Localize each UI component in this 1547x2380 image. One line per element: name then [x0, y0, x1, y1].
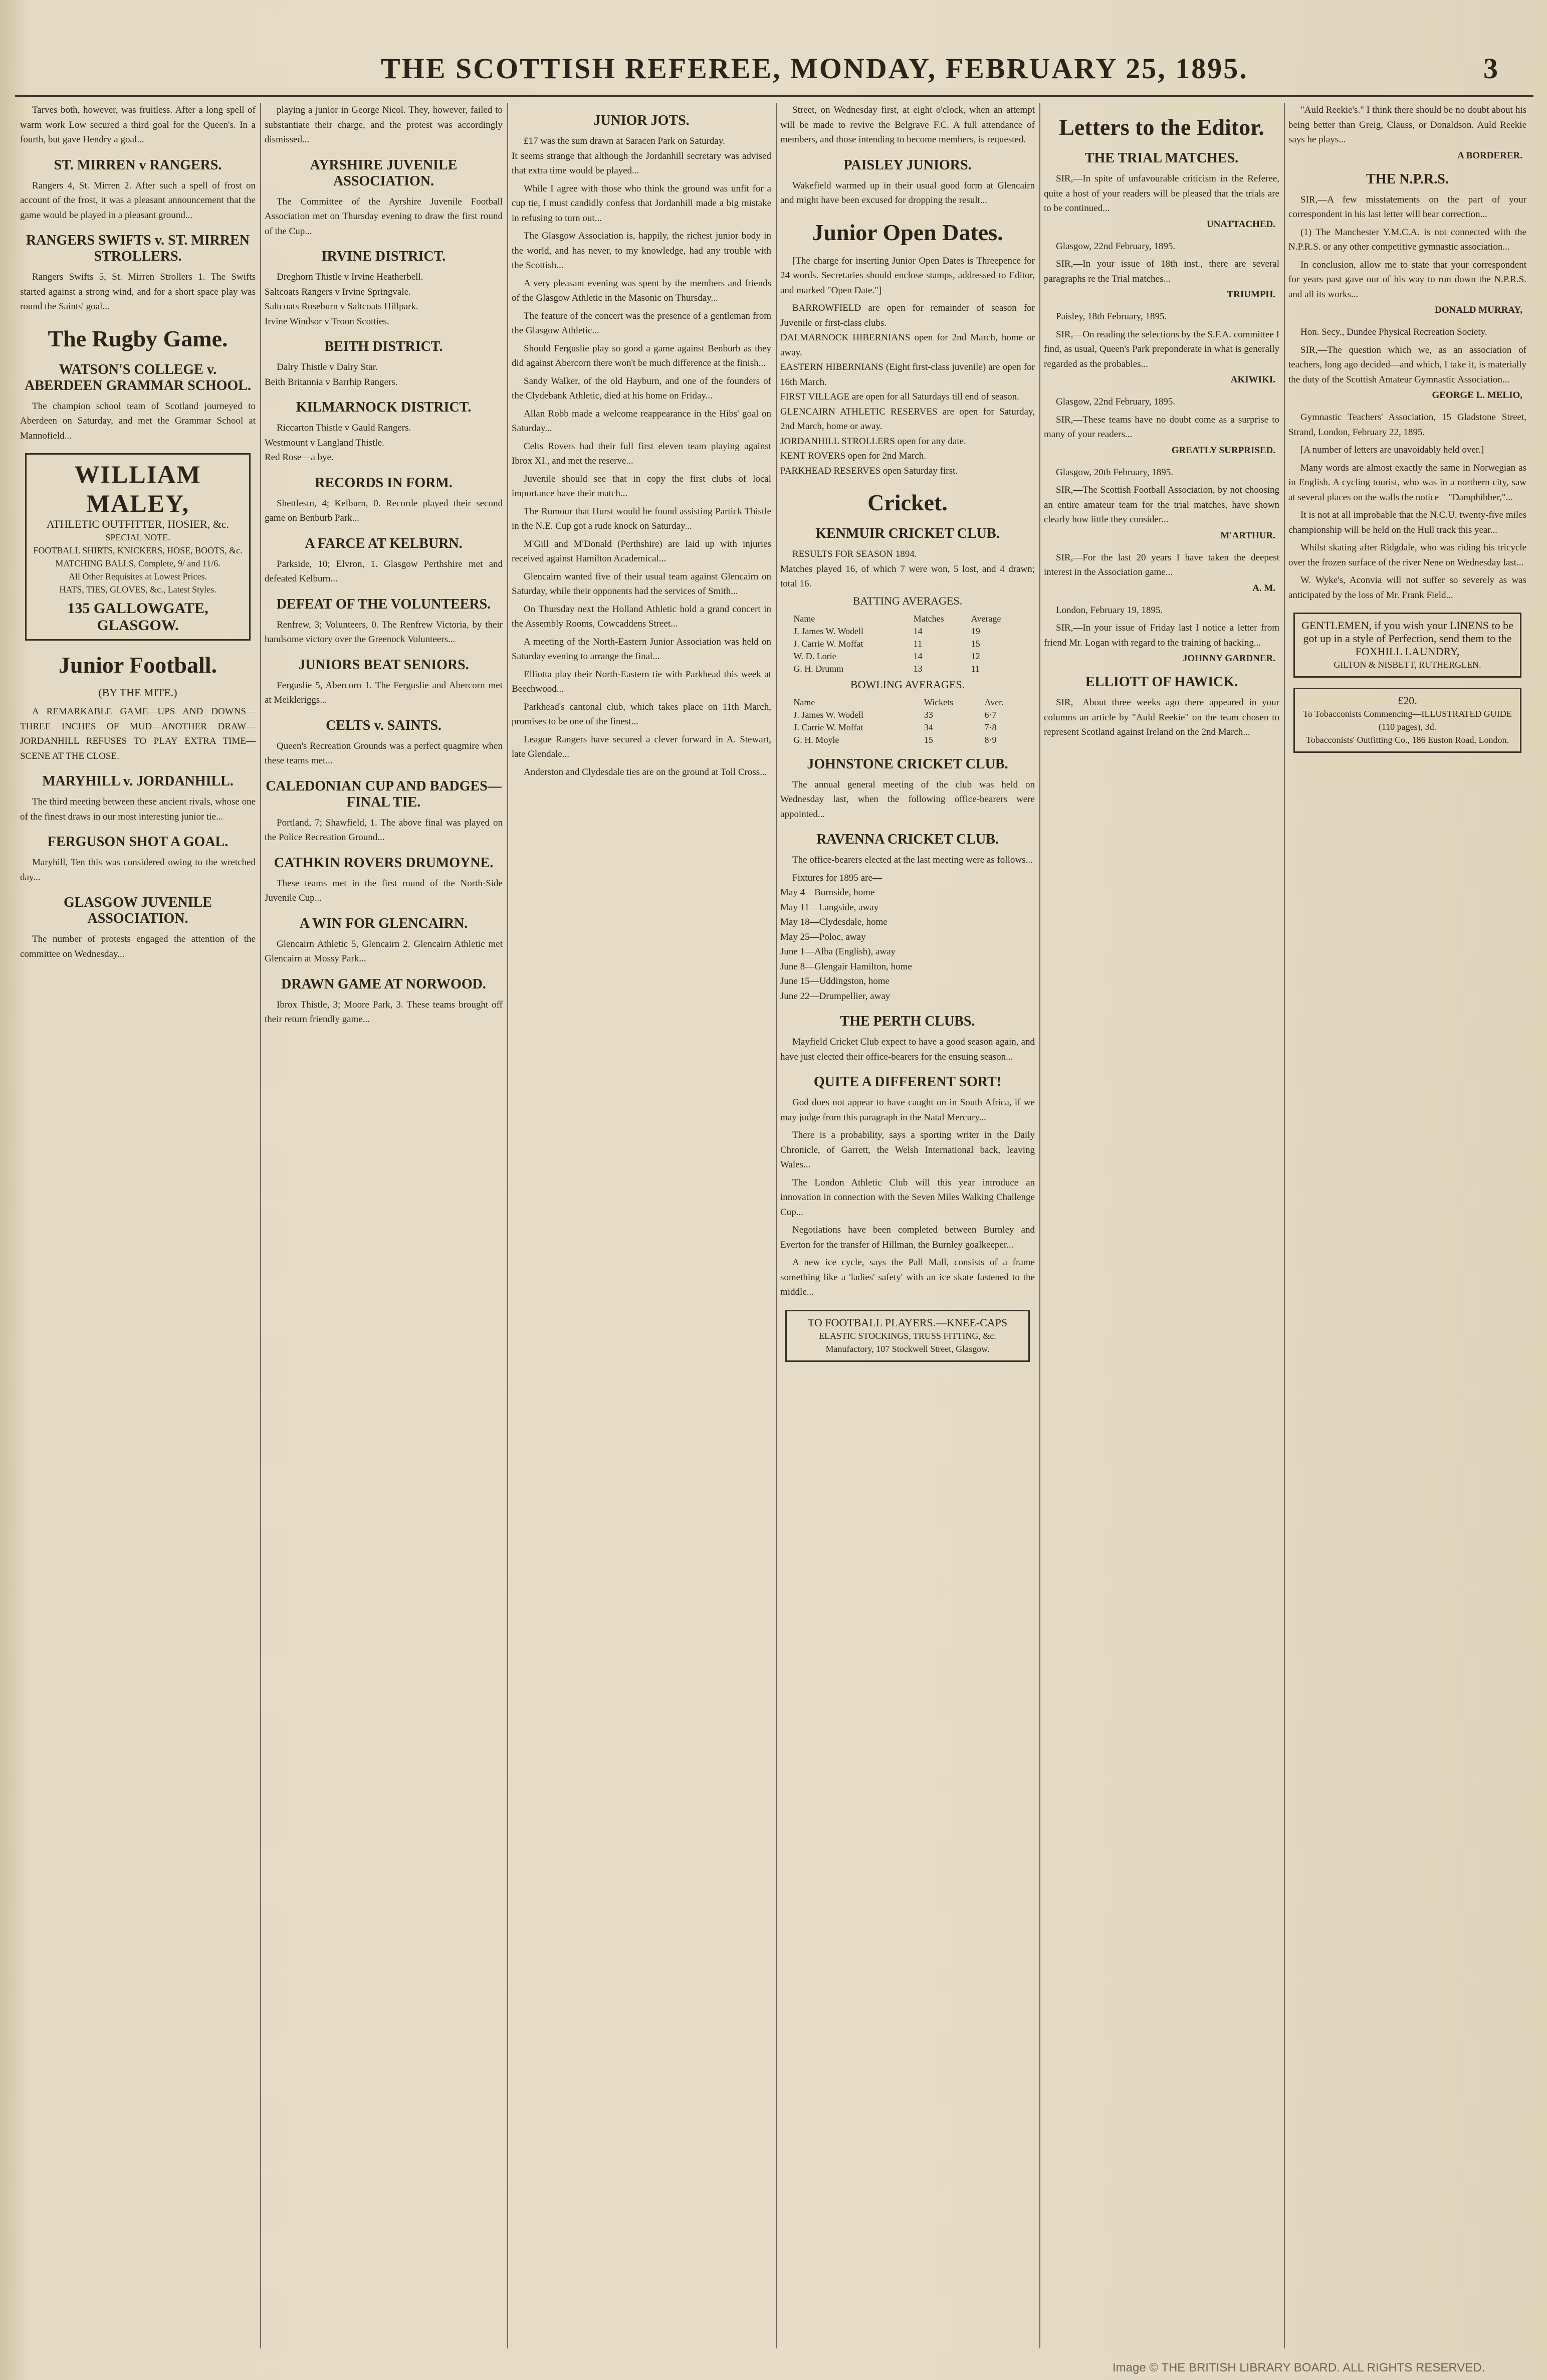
table-cell: 14: [913, 626, 923, 636]
table-cell: 6·7: [984, 709, 997, 720]
table-cell: 15: [971, 638, 980, 649]
letter-signature: GREATLY SURPRISED.: [1171, 445, 1275, 456]
article-text: The third meeting between these ancient rivals, whose one of the finest draws in our most interesting junior tie...: [20, 797, 258, 822]
advertisement: [25, 453, 251, 641]
article-text: The Committee of the Ayrshire Juvenile Football Association met on Thursday evening to draw the first round of the Cup...: [265, 196, 505, 237]
ad-title: WILLIAM MALEY,: [74, 460, 201, 517]
image-credit: Image © THE BRITISH LIBRARY BOARD. ALL RIGHTS RESERVED.: [1113, 2361, 1485, 2374]
article-text: BARROWFIELD are open for remainder of season for Juvenile or first-class clubs. DALMARNOCK HIBERNIANS open for 2nd March, home or away. EASTERN HIBERNIANS (Eight first-class juvenile) are open for 16th March. FIRST VILLAGE are open for all Saturdays till end of season. GLENCAIRN ATHLETIC RESERVES are open for Saturday, 2nd March, home or away. JORDANHILL STROLLERS open for any date. KENT ROVERS open for 2nd March. PARKHEAD RESERVES open Saturday first.: [780, 303, 1035, 476]
article-text: There is a probability, says a sporting writer in the Daily Chronicle, of Garrett, the Welsh International back, leaving Wales...: [780, 1130, 1037, 1170]
table-cell: 15: [924, 734, 933, 745]
article-heading: MARYHILL v. JORDANHILL.: [42, 773, 234, 789]
column-4: [780, 103, 1035, 2343]
ad-subtitle: £20.: [1398, 694, 1417, 707]
article-text: The Glasgow Association is, happily, the richest junior body in the world, and has never, to my knowledge, had any trouble with the Scottish...: [512, 231, 774, 271]
article-text: Ibrox Thistle, 3; Moore Park, 3. These teams brought off their return friendly game...: [265, 999, 505, 1025]
article-text: [A number of letters are unavoidably held over.]: [1300, 445, 1484, 455]
article-text: Elliotta play their North-Eastern tie with Parkhead this week at Beechwood...: [512, 669, 774, 694]
article-text: Hon. Secy., Dundee Physical Recreation Society.: [1300, 327, 1487, 337]
article-text: Glasgow, 20th February, 1895.: [1056, 467, 1173, 478]
column-2: [265, 103, 503, 2343]
table-cell: 33: [924, 709, 933, 720]
article-text: SIR,—The Scottish Football Association, by not choosing an entire amateur team for the trial matches, have shown clearly how little they consider...: [1044, 485, 1282, 525]
article-text: Glasgow, 22nd February, 1895.: [1056, 396, 1176, 407]
article-heading: JUNIORS BEAT SENIORS.: [298, 657, 469, 673]
article-text: Street, on Wednesday first, at eight o'clock, when an attempt will be made to revive the Belgrave F.C. A full attendance of members, and those intending to become members, is requested.: [780, 105, 1037, 145]
ad-line: HATS, TIES, GLOVES, &c., Latest Styles.: [59, 584, 216, 594]
table-header-cell: Name: [793, 613, 815, 624]
article-text: Dalry Thistle v Dalry Star. Beith Britannia v Barrhip Rangers.: [265, 362, 398, 387]
column-6: [1288, 103, 1529, 2343]
article-text: A new ice cycle, says the Pall Mall, consists of a frame something like a 'ladies' safety' with an ice skate fastened to the middle...: [780, 1257, 1037, 1297]
article-text: M'Gill and M'Donald (Perthshire) are laid up with injuries received against Hamilton Academical...: [512, 538, 774, 564]
ad-line: Manufactory, 107 Stockwell Street, Glasgow.: [825, 1343, 990, 1354]
ad-line: GILTON & NISBETT, RUTHERGLEN.: [1334, 660, 1481, 670]
page-number: 3: [1483, 52, 1498, 85]
article-text: While I agree with those who think the ground was unfit for a cup tie, I must candidly confess that Jordanhill made a big mistake in refusing to turn out...: [512, 183, 774, 224]
article-text: On Thursday next the Holland Athletic hold a grand concert in the Assembly Rooms, Cowcaddens Street...: [512, 604, 774, 629]
article-heading: JUNIOR JOTS.: [593, 113, 690, 128]
article-heading: CATHKIN ROVERS DRUMOYNE.: [274, 855, 494, 871]
article-heading: A FARCE AT KELBURN.: [305, 535, 463, 551]
ad-line: SPECIAL NOTE.: [105, 532, 170, 542]
article-heading: RANGERS SWIFTS v. ST. MIRREN STROLLERS.: [26, 233, 250, 264]
article-text: SIR,—The question which we, as an association of teachers, long ago decided—and which, I take it, is materially the duty of the Scottish Amateur Gymnastic Association...: [1288, 344, 1529, 385]
letter-signature: JOHNNY GARDNER.: [1182, 653, 1275, 664]
letter-signature: A BORDERER.: [1457, 150, 1522, 161]
letter-signature: DONALD MURRAY,: [1435, 305, 1522, 315]
article-text: Celts Rovers had their full first eleven team playing against Ibrox XI., and met the reserve...: [512, 441, 774, 466]
article-heading: QUITE A DIFFERENT SORT!: [813, 1074, 1002, 1090]
article-text: playing a junior in George Nicol. They, however, failed to substantiate their charge, and the protest was accordingly dismissed...: [265, 105, 505, 145]
article-text: Glencairn Athletic 5, Glencairn 2. Glencairn Athletic met Glencairn at Mossy Park...: [265, 938, 505, 964]
ad-subtitle: TO FOOTBALL PLAYERS.—KNEE-CAPS: [807, 1316, 1008, 1329]
article-text: Mayfield Cricket Club expect to have a good season again, and have just elected their office-bearers for the ensuing season...: [780, 1037, 1037, 1062]
article-text: Paisley, 18th February, 1895.: [1056, 311, 1167, 322]
article-text: SIR,—About three weeks ago there appeared in your columns an article by "Auld Reekie" on the team chosen to represent Scotland against Ireland on the 2nd March...: [1044, 697, 1282, 737]
article-heading: KENMUIR CRICKET CLUB.: [815, 526, 1000, 541]
article-text: The Rumour that Hurst would be found assisting Partick Thistle in the N.E. Cup got a rude knock on Saturday...: [512, 506, 774, 531]
column-5: [1044, 103, 1282, 2343]
article-text: W. Wyke's, Aconvia will not suffer so severely as was anticipated by the loss of Mr. Frank Field...: [1288, 575, 1529, 601]
article-text: Glasgow, 22nd February, 1895.: [1056, 241, 1176, 252]
table-header-cell: Name: [793, 697, 815, 707]
article-text: Should Ferguslie play so good a game against Benburb as they did against Abercorn there won't be much difference at the finish...: [512, 343, 774, 368]
article-text: SIR,—A few misstatements on the part of your correspondent in his last letter will bear correction...: [1288, 194, 1529, 220]
table-cell: J. James W. Wodell: [793, 709, 864, 720]
article-heading: A WIN FOR GLENCAIRN.: [299, 915, 468, 931]
letter-signature: A. M.: [1252, 582, 1275, 593]
article-text: The feature of the concert was the presence of a gentleman from the Glasgow Athletic...: [512, 310, 774, 336]
table-cell: G. H. Drumm: [793, 663, 844, 674]
article-text: The champion school team of Scotland journeyed to Aberdeen on Saturday, and met the Grammar School at Mannofield...: [20, 401, 258, 441]
article-text: Whilst skating after Ridgdale, who was riding his tricycle over the frozen surface of the river Nene on Wednesday last...: [1288, 542, 1529, 568]
article-heading: ELLIOTT OF HAWICK.: [1085, 674, 1238, 690]
ad-line: MATCHING BALLS, Complete, 9/ and 11/6.: [55, 558, 220, 568]
article-text: A meeting of the North-Eastern Junior Association was held on Saturday evening to arrange the final...: [512, 636, 774, 662]
article-text: Tarves both, however, was fruitless. After a long spell of warm work Low secured a third goal for the Queen's. In a fourth, but gave Hendry a goal...: [20, 105, 258, 145]
masthead: [0, 48, 1547, 93]
table-cell: 13: [913, 663, 923, 674]
article-text: (1) The Manchester Y.M.C.A. is not connected with the N.P.R.S. or any other competitive gymnastic association...: [1288, 227, 1529, 252]
article-text: Gymnastic Teachers' Association, 15 Gladstone Street, Strand, London, February 22, 1895.: [1288, 412, 1529, 438]
article-text: Fixtures for 1895 are— May 4—Burnside, home May 11—Langside, away May 18—Clydesdale, home May 25—Poloc, away June 1—Alba (English), away June 8—Glengair Hamilton, home June 15—Uddingston, home June 22—Drumpellier, away: [780, 872, 912, 1002]
article-text: "Auld Reekie's." I think there should be no doubt about his being better than Greig, Clauss, or Donaldson. Auld Reekie says he plays...: [1288, 105, 1529, 145]
ad-line: All Other Requisites at Lowest Prices.: [69, 571, 207, 581]
table-header-row: [790, 613, 1024, 625]
article-text: The annual general meeting of the club was held on Wednesday last, when the following office-bearers were appointed...: [780, 779, 1037, 820]
article-heading: IRVINE DISTRICT.: [321, 249, 446, 264]
article-heading: AYRSHIRE JUVENILE ASSOCIATION.: [310, 157, 458, 189]
section-heading: Junior Football.: [58, 652, 217, 678]
ad-line: ELASTIC STOCKINGS, TRUSS FITTING, &c.: [819, 1330, 996, 1341]
table-cell: 12: [971, 651, 980, 661]
article-heading: RECORDS IN FORM.: [315, 475, 453, 491]
table-cell: 8·9: [984, 734, 997, 745]
advertisement: [785, 1310, 1030, 1362]
article-text: Parkside, 10; Elvron, 1. Glasgow Perthshire met and defeated Kelburn...: [265, 558, 505, 584]
table-cell: J. Carrie W. Moffat: [793, 722, 863, 732]
article-heading: GLASGOW JUVENILE ASSOCIATION.: [64, 895, 212, 926]
article-text: League Rangers have secured a clever forward in A. Stewart, late Glendale...: [512, 734, 774, 759]
section-heading: The Rugby Game.: [48, 325, 228, 351]
column-separator: [1284, 103, 1285, 2348]
table-cell: 34: [924, 722, 933, 732]
masthead-rule: [15, 95, 1533, 97]
column-1: [20, 103, 256, 2343]
article-text: God does not appear to have caught on in South Africa, if we may judge from this paragraph in the Natal Mercury...: [780, 1097, 1037, 1123]
article-text: A very pleasant evening was spent by the members and friends of the Glasgow Athletic in the Masonic on Thursday...: [512, 278, 774, 303]
article-text: Shettlestn, 4; Kelburn, 0. Recorde played their second game on Benburb Park...: [265, 498, 505, 523]
table-cell: 19: [971, 626, 980, 636]
table-row: [790, 650, 1024, 663]
article-heading: ST. MIRREN v RANGERS.: [54, 157, 222, 173]
column-separator: [1039, 103, 1040, 2348]
article-heading: JOHNSTONE CRICKET CLUB.: [807, 756, 1008, 772]
letter-signature: AKIWIKI.: [1230, 374, 1275, 385]
article-text: Allan Robb made a welcome reappearance in the Hibs' goal on Saturday...: [512, 408, 774, 434]
letter-signature: M'ARTHUR.: [1220, 530, 1275, 541]
section-heading: Junior Open Dates.: [812, 219, 1003, 245]
article-text: Queen's Recreation Grounds was a perfect quagmire when these teams met...: [265, 740, 505, 766]
byline: (BY THE MITE.): [98, 686, 177, 699]
letter-signature: UNATTACHED.: [1206, 219, 1275, 230]
table-header-cell: Average: [971, 613, 1001, 624]
article-text: These teams met in the first round of the North-Side Juvenile Cup...: [265, 878, 505, 903]
article-text: In conclusion, allow me to state that your correspondent for years past gave our of his way to run down the N.P.R.S. and all its works...: [1288, 259, 1529, 300]
article-text: SIR,—These teams have no doubt come as a surprise to many of your readers...: [1044, 414, 1282, 440]
averages-table: [790, 613, 1024, 675]
article-text: A REMARKABLE GAME—UPS AND DOWNS—THREE INCHES OF MUD—ANOTHER DRAW—JORDANHILL REFUSES TO PLAY EXTRA TIME—SCENE AT THE CLOSE.: [20, 706, 256, 761]
article-text: Juvenile should see that in copy the first clubs of local importance have their match...: [512, 473, 774, 499]
article-heading: BEITH DISTRICT.: [324, 339, 443, 354]
article-text: Dreghorn Thistle v Irvine Heatherbell. Saltcoats Rangers v Irvine Springvale. Saltcoats Roseburn v Saltcoats Hillpark. Irvine Windsor v Troon Scotties.: [265, 272, 423, 327]
article-text: SIR,—In your issue of 18th inst., there are several paragraphs re the Trial matches...: [1044, 259, 1282, 284]
table-cell: J. Carrie W. Moffat: [793, 638, 863, 649]
article-heading: DEFEAT OF THE VOLUNTEERS.: [276, 596, 491, 612]
table-row: [790, 625, 1024, 638]
table-row: [790, 721, 1024, 734]
article-heading: THE TRIAL MATCHES.: [1084, 150, 1239, 166]
table-header-cell: Matches: [913, 613, 944, 624]
article-text: SIR,—For the last 20 years I have taken the deepest interest in the Association game...: [1044, 552, 1282, 577]
article-heading: KILMARNOCK DISTRICT.: [296, 400, 472, 415]
article-text: Sandy Walker, of the old Hayburn, and one of the founders of the Clydebank Athletic, died at his home on Friday...: [512, 375, 774, 401]
article-text: The office-bearers elected at the last meeting were as follows...: [792, 855, 1033, 865]
ad-line: FOOTBALL SHIRTS, KNICKERS, HOSE, BOOTS, &c.: [33, 545, 243, 555]
table-row: [790, 663, 1024, 675]
article-text: Renfrew, 3; Volunteers, 0. The Renfrew Victoria, by their handsome victory over the Greenock Volunteers...: [265, 619, 505, 645]
article-text: Wakefield warmed up in their usual good form at Glencairn and might have been excused for dropping the result...: [780, 180, 1037, 206]
column-separator: [776, 103, 777, 2348]
table-header-row: [790, 696, 1024, 709]
article-heading: CELTS v. SAINTS.: [326, 717, 441, 733]
table-cell: J. James W. Wodell: [793, 626, 864, 636]
article-text: Glencairn wanted five of their usual team against Glencairn on Saturday, while their opponents had the services of Smith...: [512, 571, 774, 597]
article-text: Rangers Swifts 5, St. Mirren Strollers 1. The Swifts started against a strong wind, and for a short space play was round the Saints' goal...: [20, 272, 258, 312]
advertisement: [1293, 688, 1521, 753]
averages-table: [790, 696, 1024, 746]
advertisement: [1293, 613, 1521, 678]
ad-line: To Tobacconists Commencing—ILLUSTRATED GUIDE (110 pages), 3d.: [1303, 709, 1512, 732]
table-row: [790, 734, 1024, 746]
ad-subtitle: ATHLETIC OUTFITTER, HOSIER, &c.: [46, 518, 230, 530]
article-text: [The charge for inserting Junior Open Dates is Threepence for 24 words. Secretaries should enclose stamps, addressed to Editor, and marked "Open Date."]: [780, 255, 1037, 296]
letter-signature: TRIUMPH.: [1227, 289, 1275, 300]
column-separator: [507, 103, 508, 2348]
article-text: It is not at all improbable that the N.C.U. twenty-five miles championship will be held on the Hull track this year...: [1288, 510, 1529, 535]
table-cell: 11: [971, 663, 980, 674]
article-text: SIR,—On reading the selections by the S.F.A. committee I find, as usual, Queen's Park preponderate in what is generally regarded as the probables...: [1044, 329, 1282, 369]
article-text: The London Athletic Club will this year introduce an innovation in connection with the Seven Miles Walking Challenge Cup...: [780, 1177, 1037, 1218]
article-heading: CALEDONIAN CUP AND BADGES—FINAL TIE.: [266, 778, 502, 810]
table-row: [790, 709, 1024, 721]
article-text: London, February 19, 1895.: [1056, 605, 1163, 616]
table-cell: G. H. Moyle: [793, 734, 839, 745]
article-heading: THE N.P.R.S.: [1366, 171, 1449, 187]
table-cell: 11: [913, 638, 922, 649]
article-heading: DRAWN GAME AT NORWOOD.: [281, 976, 486, 992]
ad-line: Tobacconists' Outfitting Co., 186 Euston Road, London.: [1306, 735, 1509, 745]
column-3: [512, 103, 774, 2343]
article-heading: THE PERTH CLUBS.: [840, 1014, 975, 1029]
article-text: The number of protests engaged the attention of the committee on Wednesday...: [20, 934, 258, 959]
article-text: Portland, 7; Shawfield, 1. The above final was played on the Police Recreation Ground...: [265, 817, 505, 843]
ad-subtitle: GENTLEMEN, if you wish your LINENS to be got up in a style of Perfection, send them to the FOXHILL LAUNDRY,: [1301, 619, 1513, 658]
table-cell: 14: [913, 651, 923, 661]
article-heading: RAVENNA CRICKET CLUB.: [816, 832, 999, 847]
article-text: SIR,—In your issue of Friday last I notice a letter from friend Mr. Logan with regard to the training of hacking...: [1044, 623, 1282, 648]
table-caption: BATTING AVERAGES.: [852, 594, 963, 607]
table-cell: 7·8: [984, 722, 997, 732]
table-row: [790, 638, 1024, 650]
table-header-cell: Wickets: [924, 697, 954, 707]
article-text: Riccarton Thistle v Gauld Rangers. Westmount v Langland Thistle. Red Rose—a bye.: [265, 423, 411, 463]
article-text: £17 was the sum drawn at Saracen Park on Saturday. It seems strange that although the Jordanhill secretary was advised that extra time would be played...: [512, 136, 771, 176]
table-cell: W. D. Lorie: [793, 651, 836, 661]
section-heading: Letters to the Editor.: [1059, 114, 1264, 140]
article-text: Many words are almost exactly the same in Norwegian as in English. A cycling tourist, who was in a northern city, saw at several places on the walls the notice—"Damphibber,"...: [1288, 462, 1529, 503]
table-header-cell: Aver.: [984, 697, 1004, 707]
ad-address: 135 GALLOWGATE, GLASGOW.: [67, 600, 208, 634]
article-text: RESULTS FOR SEASON 1894. Matches played 16, of which 7 were won, 5 lost, and 4 drawn; total 16.: [780, 549, 1035, 589]
article-text: Ferguslie 5, Abercorn 1. The Ferguslie and Abercorn met at Meikleriggs...: [265, 680, 505, 705]
article-text: Maryhill, Ten this was considered owing to the wretched day...: [20, 857, 258, 883]
article-text: SIR,—In spite of unfavourable criticism in the Referee, quite a host of your readers will be pleased that the trials are to be continued...: [1044, 173, 1282, 214]
article-heading: WATSON'S COLLEGE v. ABERDEEN GRAMMAR SCHOOL.: [25, 361, 251, 393]
article-text: Rangers 4, St. Mirren 2. After such a spell of frost on account of the frost, it was a pleasant announcement that the game would be played in a pleasant ground...: [20, 180, 258, 221]
section-heading: Cricket.: [867, 490, 948, 515]
article-heading: PAISLEY JUNIORS.: [843, 157, 972, 173]
column-separator: [260, 103, 261, 2348]
article-heading: FERGUSON SHOT A GOAL.: [47, 834, 229, 850]
table-caption: BOWLING AVERAGES.: [850, 678, 965, 691]
article-text: Negotiations have been completed between Burnley and Everton for the transfer of Hillman, the Burnley goalkeeper...: [780, 1225, 1037, 1250]
masthead-title: THE SCOTTISH REFEREE, MONDAY, FEBRUARY 25, 1895.: [381, 52, 1248, 85]
letter-signature: GEORGE L. MELIO,: [1432, 390, 1522, 401]
article-text: Anderston and Clydesdale ties are on the ground at Toll Cross...: [524, 766, 767, 777]
article-text: Parkhead's cantonal club, which takes place on 11th March, promises to be one of the finest...: [512, 701, 774, 727]
